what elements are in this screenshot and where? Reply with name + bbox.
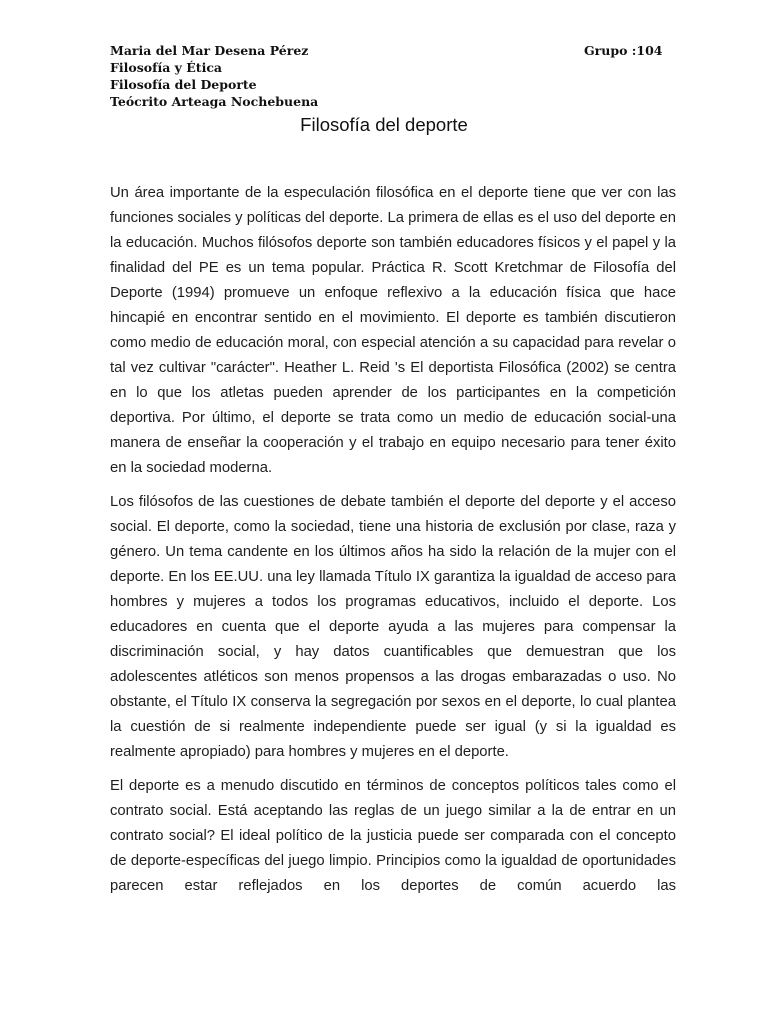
document-body xyxy=(110,181,676,908)
paragraph-3: El deporte es a menudo discutido en términos de conceptos políticos tales como el contrato social. Está aceptando las reglas de un juego similar a la de entrar en un contrato social? El ideal político de la justicia puede ser comparada con el concepto de deporte-específicas del juego limpio. Principios como la igualdad de oportunidades parecen estar reflejados en los deportes de común acuerdo las xyxy=(110,778,676,894)
paragraph-2: Los filósofos de las cuestiones de debate también el deporte del deporte y el acceso social. El deporte, como la sociedad, tiene una historia de exclusión por clase, raza y género. Un tema candente en los últimos años ha sido la relación de la mujer con el deporte. En los EE.UU. una ley llamada Título IX garantiza la igualdad de acceso para hombres y mujeres a todos los programas educativos, incluido el deporte. Los educadores en cuenta que el deporte ayuda a las mujeres para compensar la discriminación social, y hay datos cuantificables que demuestran que los adolescentes atléticos son menos propensos a las drogas embarazadas o uso. No obstante, el Título IX conserva la segregación por sexos en el deporte, lo cual plantea la cuestión de si realmente independiente puede ser igual (y si la igualdad es realmente apropiado) para hombres y mujeres en el deporte. xyxy=(110,494,676,760)
topic-name: Filosofía del Deporte xyxy=(110,77,257,92)
document-title: Filosofía del deporte xyxy=(300,114,468,135)
course-name: Filosofía y Ética xyxy=(110,60,223,75)
teacher-name: Teócrito Arteaga Nochebuena xyxy=(110,94,319,109)
group-label: Grupo :104 xyxy=(584,43,663,58)
paragraph-1: Un área importante de la especulación filosófica en el deporte tiene que ver con las funciones sociales y políticas del deporte. La primera de ellas es el uso del deporte en la educación. Muchos filósofos deporte son también educadores físicos y el papel y la finalidad del PE es un tema popular. Práctica R. Scott Kretchmar de Filosofía del Deporte (1994) promueve un enfoque reflexivo a la educación física que hace hincapié en encontrar sentido en el movimiento. El deporte es también discutieron como medio de educación moral, con especial atención a su capacidad para revelar o tal vez cultivar "carácter". Heather L. Reid 's El deportista Filosófica (2002) se centra en lo que los atletas pueden aprender de los participantes en la competición deportiva. Por último, el deporte se trata como un medio de educación social-una manera de enseñar la cooperación y el trabajo en equipo necesario para tener éxito en la sociedad moderna. xyxy=(110,185,676,476)
author-name: Maria del Mar Desena Pérez xyxy=(110,43,309,58)
